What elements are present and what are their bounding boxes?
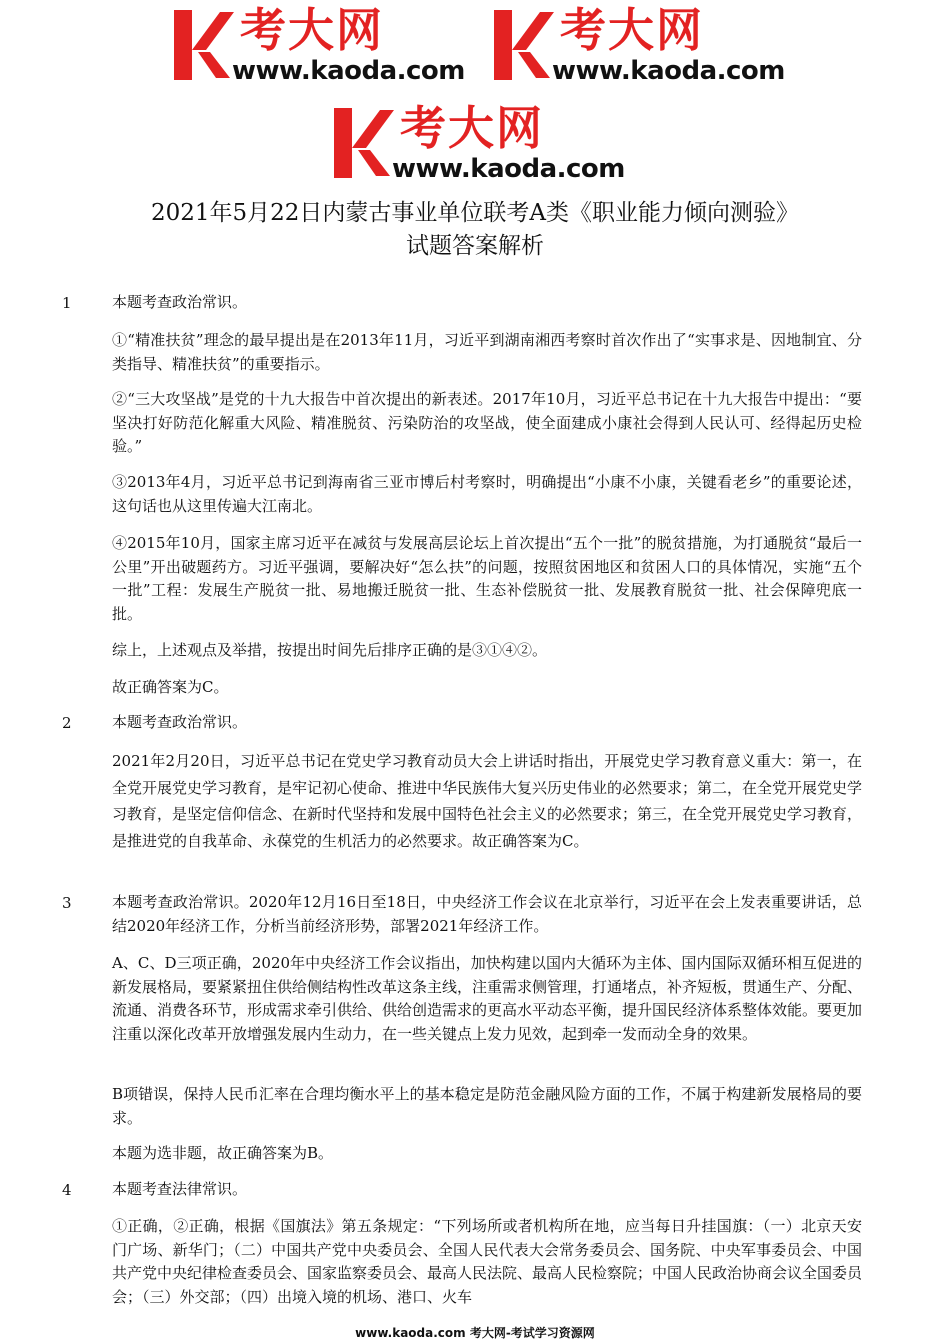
question-number: 4 bbox=[62, 1181, 72, 1199]
document-title-line1: 2021年5月22日内蒙古事业单位联考A类《职业能力倾向测验》 bbox=[150, 200, 800, 226]
question-heading: 本题考查政治常识。 bbox=[112, 713, 248, 731]
document-title-line2: 试题答案解析 bbox=[406, 233, 544, 259]
logo-url-text: www.kaoda.com bbox=[232, 56, 465, 86]
question-heading: 本题考查政治常识。2020年12月16日至18日，中央经济工作会议在北京举行，习近平在会上发表重要讲话，总结2020年经济工作，分析当前经济形势，部署2021年经济工作。 bbox=[112, 893, 862, 935]
page-footer: www.kaoda.com 考大网-考试学习资源网 bbox=[355, 1326, 595, 1340]
logo-brand-text: 考大网 bbox=[560, 3, 704, 57]
answer-paragraph: 2021年2月20日，习近平总书记在党史学习教育动员大会上讲话时指出，开展党史学习教育意义重大：第一，在全党开展党史学习教育，是牢记初心使命、推进中华民族伟大复兴历史伟业的必然要求；第二，在全党开展党史学习教育，是坚定信仰信念、在新时代坚持和发展中国特色社会主义的必然要求；第三，在全党开展党史学习教育，是推进党的自我革命、永葆党的生机活力的必然要求。故正确答案为C。 bbox=[112, 752, 863, 850]
logo-left bbox=[172, 3, 492, 86]
answer-paragraph: B项错误，保持人民币汇率在合理均衡水平上的基本稳定是防范金融风险方面的工作，不属于构建新发展格局的要求。 bbox=[112, 1085, 862, 1127]
k-logo-icon bbox=[172, 10, 234, 80]
answer-paragraph: A、C、D三项正确，2020年中央经济工作会议指出，加快构建以国内大循环为主体、国内国际双循环相互促进的新发展格局，要紧紧扭住供给侧结构性改革这条主线，注重需求侧管理，打通堵点，补齐短板，贯通生产、分配、流通、消费各环节，形成需求牵引供给、供给创造需求的更高水平动态平衡，提升国民经济体系整体效能。要更加注重以深化改革开放增强发展内生动力，在一些关键点上发力见效，起到牵一发而动全身的效果。 bbox=[112, 954, 863, 1043]
logo-url-text: www.kaoda.com bbox=[552, 56, 785, 86]
answer-paragraph: ①正确，②正确，根据《国旗法》第五条规定：“下列场所或者机构所在地，应当每日升挂国旗：（一）北京天安门广场、新华门；（二）中国共产党中央委员会、全国人民代表大会常务委员会、国务院、中央军事委员会、中国共产党中央纪律检查委员会、国家监察委员会、最高人民法院、最高人民检察院；中国人民政治协商会议全国委员会；（三）外交部；（四）出境入境的机场、港口、火车 bbox=[112, 1217, 863, 1306]
k-logo-icon bbox=[332, 108, 394, 178]
logo-brand-text: 考大网 bbox=[240, 3, 384, 57]
question-heading: 本题考查法律常识。 bbox=[112, 1180, 248, 1198]
logo-url-text: www.kaoda.com bbox=[392, 154, 625, 184]
k-logo-icon bbox=[492, 10, 554, 80]
question-number: 3 bbox=[62, 894, 72, 912]
answer-paragraph: ④2015年10月，国家主席习近平在减贫与发展高层论坛上首次提出“五个一批”的脱贫措施，为打通脱贫“最后一公里”开出破题药方。习近平强调，要解决好“怎么扶”的问题，按照贫困地区和贫困人口的具体情况，实施“五个一批”工程：发展生产脱贫一批、易地搬迁脱贫一批、生态补偿脱贫一批、发展教育脱贫一批、社会保障兜底一批。 bbox=[112, 534, 862, 623]
question-heading: 本题考查政治常识。 bbox=[112, 293, 248, 311]
logo-right bbox=[492, 3, 812, 86]
answer-paragraph: ①“精准扶贫”理念的最早提出是在2013年11月，习近平到湖南湘西考察时首次作出了“实事求是、因地制宜、分类指导、精准扶贫”的重要指示。 bbox=[112, 331, 862, 373]
answer-paragraph: 故正确答案为C。 bbox=[112, 678, 229, 696]
question-number: 1 bbox=[62, 294, 72, 312]
logo-brand-text: 考大网 bbox=[400, 101, 544, 155]
answer-paragraph: 综上，上述观点及举措，按提出时间先后排序正确的是③①④②。 bbox=[112, 641, 548, 659]
answer-paragraph: ③2013年4月，习近平总书记到海南省三亚市博后村考察时，明确提出“小康不小康，关键看老乡”的重要论述，这句话也从这里传遍大江南北。 bbox=[112, 473, 862, 515]
answer-paragraph: 本题为选非题，故正确答案为B。 bbox=[112, 1144, 334, 1162]
logo-center bbox=[332, 101, 652, 184]
question-number: 2 bbox=[62, 714, 72, 732]
answer-paragraph: ②“三大攻坚战”是党的十九大报告中首次提出的新表述。2017年10月，习近平总书记在十九大报告中提出：“要坚决打好防范化解重大风险、精准脱贫、污染防治的攻坚战，使全面建成小康社会得到人民认可、经得起历史检验。” bbox=[112, 390, 862, 455]
